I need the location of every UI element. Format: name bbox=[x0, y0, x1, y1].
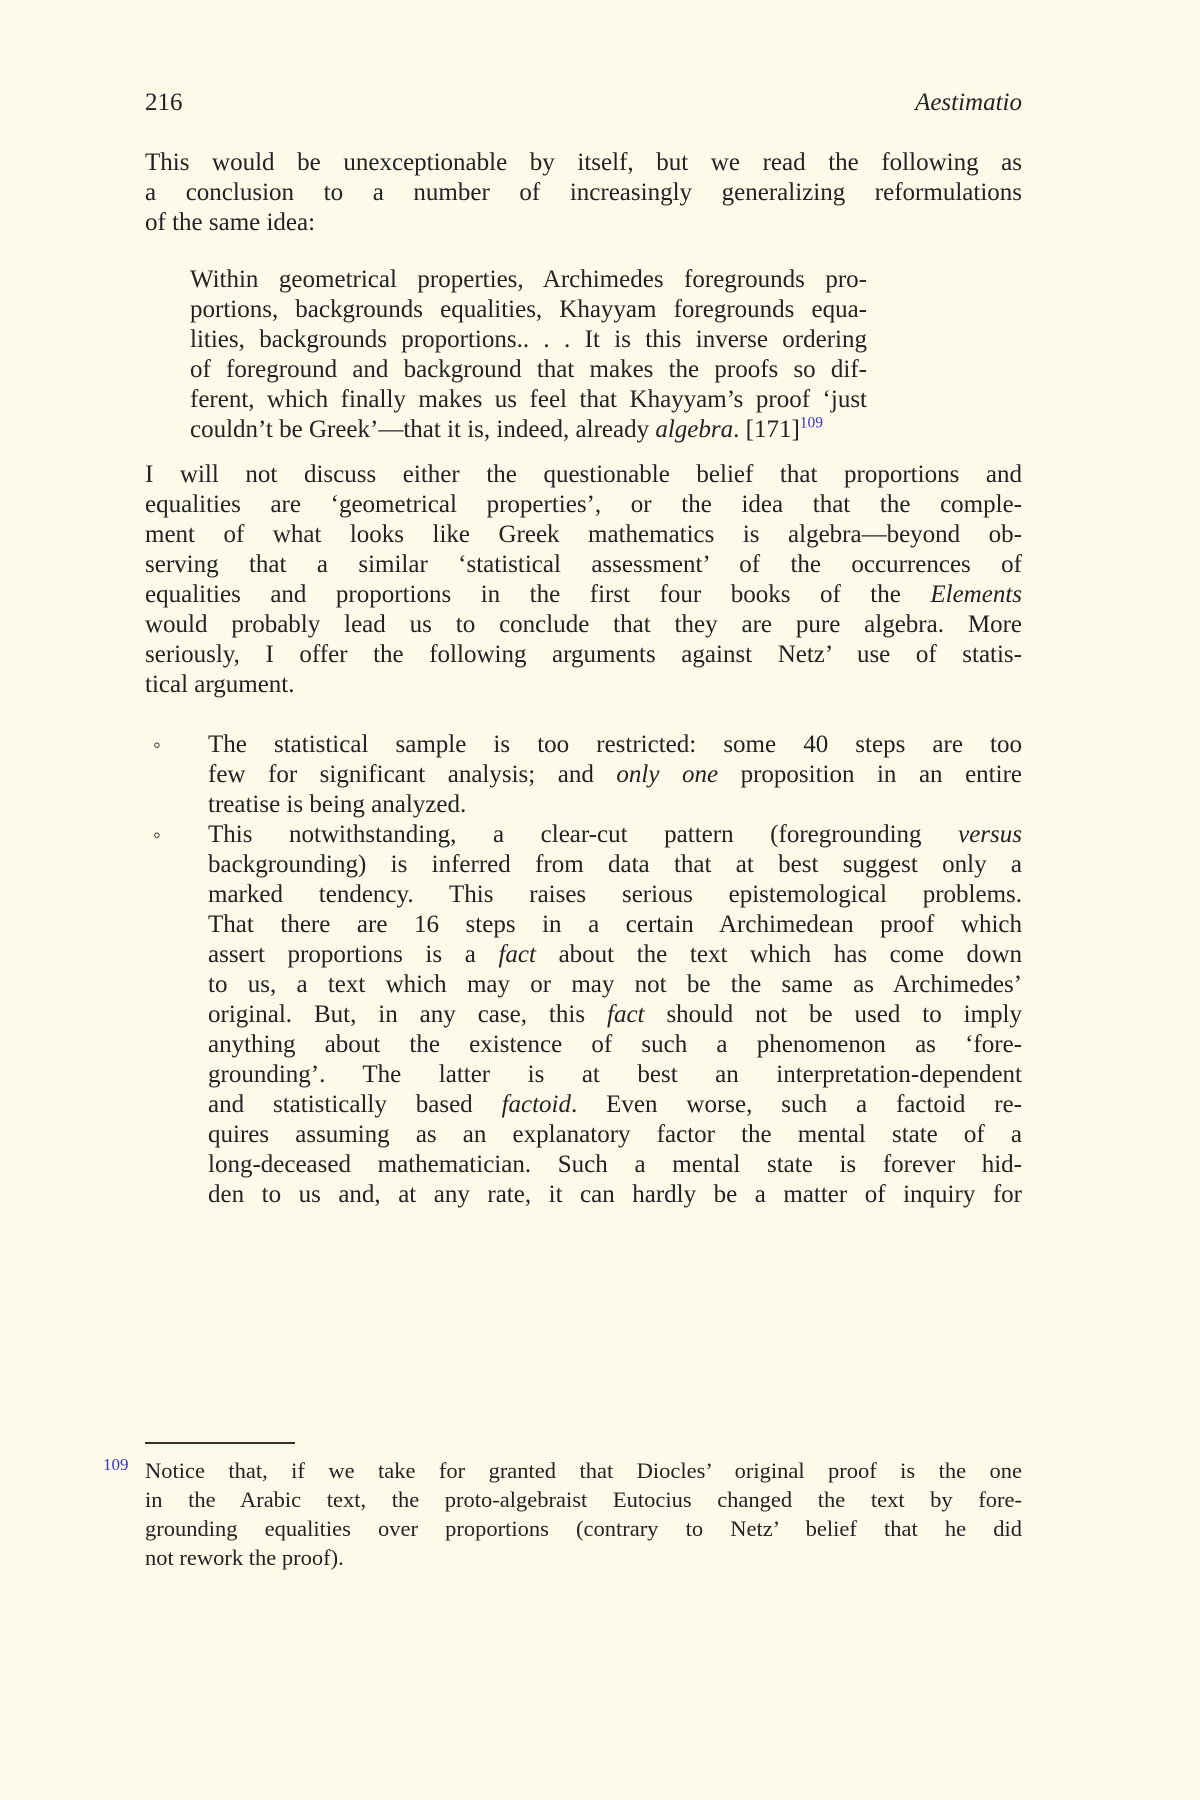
text-line: portions, backgrounds equalities, Khayyam foregrounds equa- bbox=[190, 296, 867, 323]
text-line: equalities are ‘geometrical properties’, or the idea that the comple- bbox=[145, 491, 1022, 518]
text-line: The statistical sample is too restricted: some 40 steps are too bbox=[208, 731, 1022, 758]
list-item-text bbox=[208, 820, 1022, 1210]
text-line: and statistically based factoid. Even worse, such a factoid re- bbox=[208, 1091, 1022, 1118]
journal-title: Aestimatio bbox=[915, 89, 1022, 116]
text-line: ment of what looks like Greek mathematics is algebra—beyond ob- bbox=[145, 521, 1022, 548]
text-line: assert proportions is a fact about the text which has come down bbox=[208, 941, 1022, 968]
text-line: not rework the proof). bbox=[145, 1545, 344, 1570]
text-line: in the Arabic text, the proto-algebraist Eutocius changed the text by fore- bbox=[145, 1487, 1022, 1512]
footnote-text bbox=[145, 1456, 1022, 1572]
text-line: of foreground and background that makes the proofs so dif- bbox=[190, 356, 867, 383]
text-line: seriously, I offer the following arguments against Netz’ use of statis- bbox=[145, 641, 1022, 668]
text-line: original. But, in any case, this fact should not be used to imply bbox=[208, 1001, 1023, 1028]
text-line: long-deceased mathematician. Such a mental state is forever hid- bbox=[208, 1151, 1022, 1178]
footnote-number[interactable]: 109 bbox=[103, 1455, 129, 1474]
footnote-ref[interactable]: 109 bbox=[799, 414, 824, 432]
list-item bbox=[145, 820, 1022, 1210]
bullet-marker: ◦ bbox=[153, 732, 161, 757]
text-line: marked tendency. This raises serious epistemological problems. bbox=[208, 881, 1022, 908]
page-number: 216 bbox=[145, 89, 183, 116]
text-line: treatise is being analyzed. bbox=[208, 791, 467, 818]
list-item bbox=[145, 730, 1022, 820]
text-line: serving that a similar ‘statistical assessment’ of the occurrences of bbox=[145, 551, 1022, 578]
footnote-rule bbox=[145, 1442, 295, 1444]
intro-paragraph bbox=[145, 148, 1022, 238]
bullet-marker: ◦ bbox=[153, 822, 161, 847]
text-line: would probably lead us to conclude that they are pure algebra. More bbox=[145, 611, 1022, 638]
page-header bbox=[145, 88, 1022, 118]
text-line: quires assuming as an explanatory factor the mental state of a bbox=[208, 1121, 1022, 1148]
argument-list bbox=[145, 730, 1022, 1210]
text-line: equalities and proportions in the first four books of the Elements bbox=[145, 581, 1022, 608]
block-quote bbox=[190, 265, 867, 445]
text-line: den to us and, at any rate, it can hardly be a matter of inquiry for bbox=[208, 1181, 1022, 1208]
text-line: a conclusion to a number of increasingly generalizing reformulations bbox=[145, 179, 1022, 206]
text-line: couldn’t be Greek’—that it is, indeed, already algebra. $[171]^{109}$ bbox=[190, 414, 824, 443]
text-line: anything about the existence of such a phenomenon as ‘fore- bbox=[208, 1031, 1022, 1058]
list-item-text bbox=[208, 730, 1022, 820]
text-line: few for significant analysis; and only one proposition in an entire bbox=[208, 761, 1022, 788]
text-line: tical argument. bbox=[145, 671, 295, 698]
footnote-section bbox=[103, 1442, 1022, 1572]
text-line: of the same idea: bbox=[145, 209, 316, 236]
text-line: Within geometrical properties, Archimedes foregrounds pro- bbox=[190, 266, 867, 293]
text-line: This notwithstanding, a clear-cut pattern (foregrounding versus bbox=[208, 821, 1022, 848]
text-line: That there are 16 steps in a certain Archimedean proof which bbox=[208, 911, 1022, 938]
text-line: This would be unexceptionable by itself, but we read the following as bbox=[145, 149, 1022, 176]
text-line: Notice that, if we take for granted that Diocles’ original proof is the one bbox=[145, 1458, 1022, 1483]
text-line: grounding equalities over proportions (contrary to Netz’ belief that he did bbox=[145, 1516, 1022, 1541]
discussion-paragraph bbox=[145, 460, 1022, 700]
text-line: lities, backgrounds proportions.. . . It is this inverse ordering bbox=[190, 326, 867, 353]
text-line: I will not discuss either the questionable belief that proportions and bbox=[145, 461, 1022, 488]
text-line: grounding’. The latter is at best an interpretation-dependent bbox=[208, 1061, 1022, 1088]
text-line: ferent, which finally makes us feel that Khayyam’s proof ‘just bbox=[190, 386, 867, 413]
text-line: to us, a text which may or may not be the same as Archimedes’ bbox=[208, 971, 1022, 998]
footnote-109 bbox=[103, 1455, 1022, 1572]
text-line: backgrounding) is inferred from data that at best suggest only a bbox=[208, 851, 1022, 878]
